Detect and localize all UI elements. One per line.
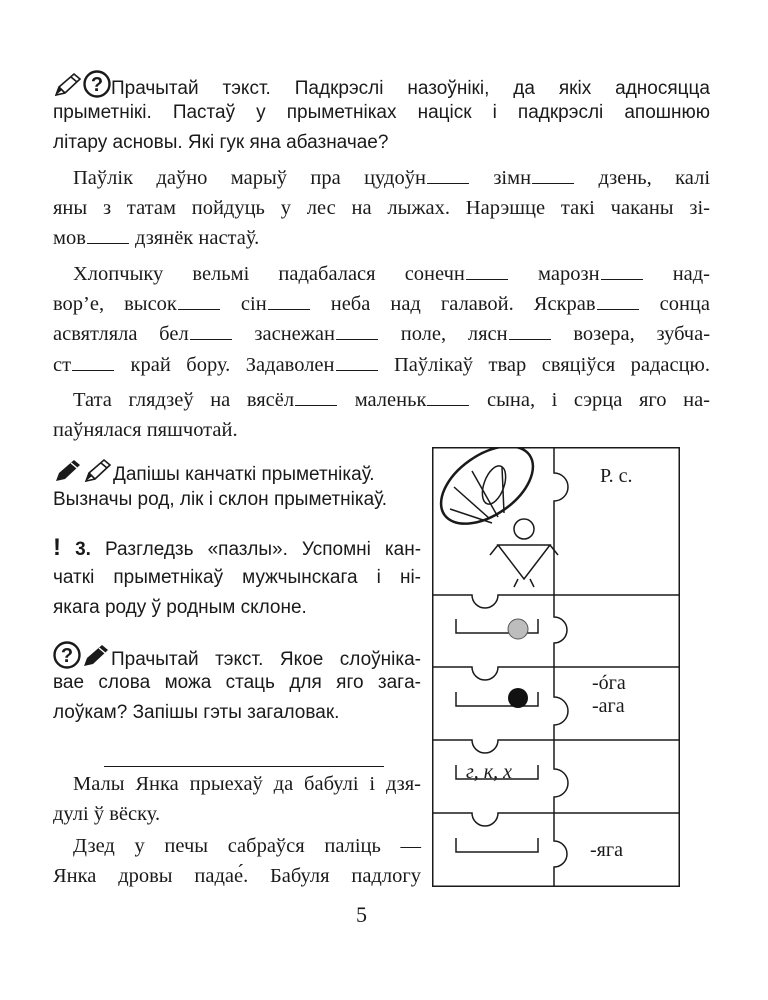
text1-p3-l2 <box>53 418 238 442</box>
text-fragment: вор’е, высок <box>53 293 177 315</box>
text2-l3 <box>53 834 421 858</box>
case-header: Р. с. <box>600 465 633 487</box>
task3-line1 <box>53 536 421 562</box>
question-icon <box>83 70 111 105</box>
text-fragment: паўнялася пяшчотай. <box>53 419 238 441</box>
exclamation-icon: ! <box>53 534 61 561</box>
blank-line <box>601 263 643 280</box>
text1-p1-l2 <box>53 196 710 220</box>
text-fragment: ст <box>53 354 72 376</box>
task4-line2 <box>53 671 421 695</box>
task2-line2 <box>53 488 387 512</box>
text1-p2-l2 <box>53 292 710 316</box>
text-fragment: марозн <box>538 263 600 285</box>
pencil-icon <box>83 458 113 491</box>
blank-line <box>427 389 469 406</box>
text1-p2-l3 <box>53 322 710 346</box>
task2-line1 <box>53 458 375 491</box>
blank-line <box>427 167 469 184</box>
text-fragment: Хлопчыку вельмі падабалася сонечн <box>73 263 465 285</box>
text-fragment: поле, лясн <box>400 323 508 345</box>
title-answer-line[interactable] <box>104 766 384 767</box>
blank-line <box>336 323 378 340</box>
blank-line <box>509 323 551 340</box>
text-fragment: край бору. Задаволен <box>130 354 335 376</box>
text2-l2 <box>53 802 160 826</box>
text-fragment: маленьк <box>354 389 427 411</box>
suffix-bracket <box>456 838 538 852</box>
task4-line3 <box>53 701 339 725</box>
text1-p3-l1 <box>53 388 710 412</box>
pen-icon <box>53 458 83 491</box>
task3-text-1: Разгледзь «пазлы». Успомні кан- <box>104 539 422 560</box>
blank-line <box>532 167 574 184</box>
task1-line2 <box>53 101 710 125</box>
blank-line <box>336 354 378 371</box>
task1-line1 <box>53 70 710 105</box>
task2-text-1: Дапішы канчаткі прыметнікаў. <box>113 464 375 485</box>
text-fragment: дулі ў вёску. <box>53 803 161 825</box>
text2-l4 <box>53 864 421 888</box>
puzzle-row-line <box>432 667 680 680</box>
svg-text:?: ? <box>60 645 74 667</box>
ending-oga: -óга <box>592 672 626 694</box>
ending-yaga: -яга <box>590 839 623 861</box>
puzzle-row-line <box>432 595 680 608</box>
black-dot <box>508 688 528 708</box>
puzzle-row-line <box>432 740 680 753</box>
task3-text-2: чаткі прыметнікаў мужчынскага і ні- <box>53 567 421 588</box>
text-fragment: Янка дровы падае́. Бабуля падлогу <box>53 865 421 887</box>
text-fragment: асвятляла бел <box>53 323 189 345</box>
letters-gkh: г, к, х <box>466 761 513 783</box>
blank-line <box>72 354 114 371</box>
ending-aga: -ага <box>592 695 625 717</box>
task4-text-3: лоўкам? Запішы гэты загаловак. <box>53 702 340 723</box>
text-fragment: над- <box>672 263 711 285</box>
blank-line <box>190 323 232 340</box>
task1-line3 <box>53 131 388 155</box>
blank-line <box>268 293 310 310</box>
text-fragment: мов <box>53 227 86 249</box>
text1-p1-l3 <box>53 226 259 250</box>
figure-drawing <box>432 447 558 587</box>
text-fragment: неба над галавой. Яскрав <box>330 293 596 315</box>
text-fragment: Малы Янка прыехаў да бабулі і дзя- <box>73 773 421 795</box>
task1-text-1: Прачытай тэкст. Падкрэслі назоўнікі, да якіх адносяцца <box>111 78 710 99</box>
blank-line <box>466 263 508 280</box>
text-fragment: дзень, калі <box>598 167 711 189</box>
text-fragment: Паўлік даўно марыў пра цудоўн <box>73 167 426 189</box>
task-number: 3. <box>75 539 91 560</box>
text-fragment: возера, зубча- <box>573 323 711 345</box>
gray-dot <box>508 619 528 639</box>
text2-l1 <box>53 772 421 796</box>
blank-line <box>597 293 639 310</box>
text-fragment: зімн <box>493 167 532 189</box>
svg-text:?: ? <box>90 74 104 96</box>
text1-p1-l1 <box>53 166 710 190</box>
text-fragment: Тата глядзеў на вясёл <box>73 389 295 411</box>
task4-text-1: Прачытай тэкст. Якое слоўніка- <box>111 649 421 670</box>
text1-p2-l4 <box>53 353 710 377</box>
task2-text-2: Вызначы род, лік і склон прыметнікаў. <box>53 489 388 510</box>
text-fragment: сонца <box>659 293 710 315</box>
text-fragment: Дзед у печы сабраўся паліць — <box>73 835 421 857</box>
task3-text-3: якага роду ў родным склоне. <box>53 597 307 618</box>
blank-line <box>178 293 220 310</box>
text-fragment: Паўлікаў твар свяціўся радасцю. <box>393 354 710 376</box>
task1-text-3: літару асновы. Які гук яна абазначае? <box>53 132 389 153</box>
text-fragment: дзянёк настаў. <box>135 227 260 249</box>
text-fragment: яны з татам пойдуць у лес на лыжах. Нарэшце такі чаканы зі- <box>53 197 710 219</box>
puzzle-row-line <box>432 813 680 826</box>
task3-line2 <box>53 566 421 590</box>
task3-line3 <box>53 596 307 620</box>
blank-line <box>87 227 129 244</box>
text-fragment: сына, і сэрца яго на- <box>487 389 711 411</box>
task4-text-2: вае слова можа стаць для яго загa- <box>53 672 421 693</box>
text-fragment: сін <box>240 293 267 315</box>
text1-p2-l1 <box>53 262 710 286</box>
text-fragment: заснежан <box>254 323 336 345</box>
blank-line <box>295 389 337 406</box>
task1-text-2: прыметнікі. Пастаў у прыметніках націск і падкрэслі апошнюю <box>53 102 710 123</box>
page-number: 5 <box>356 902 367 927</box>
